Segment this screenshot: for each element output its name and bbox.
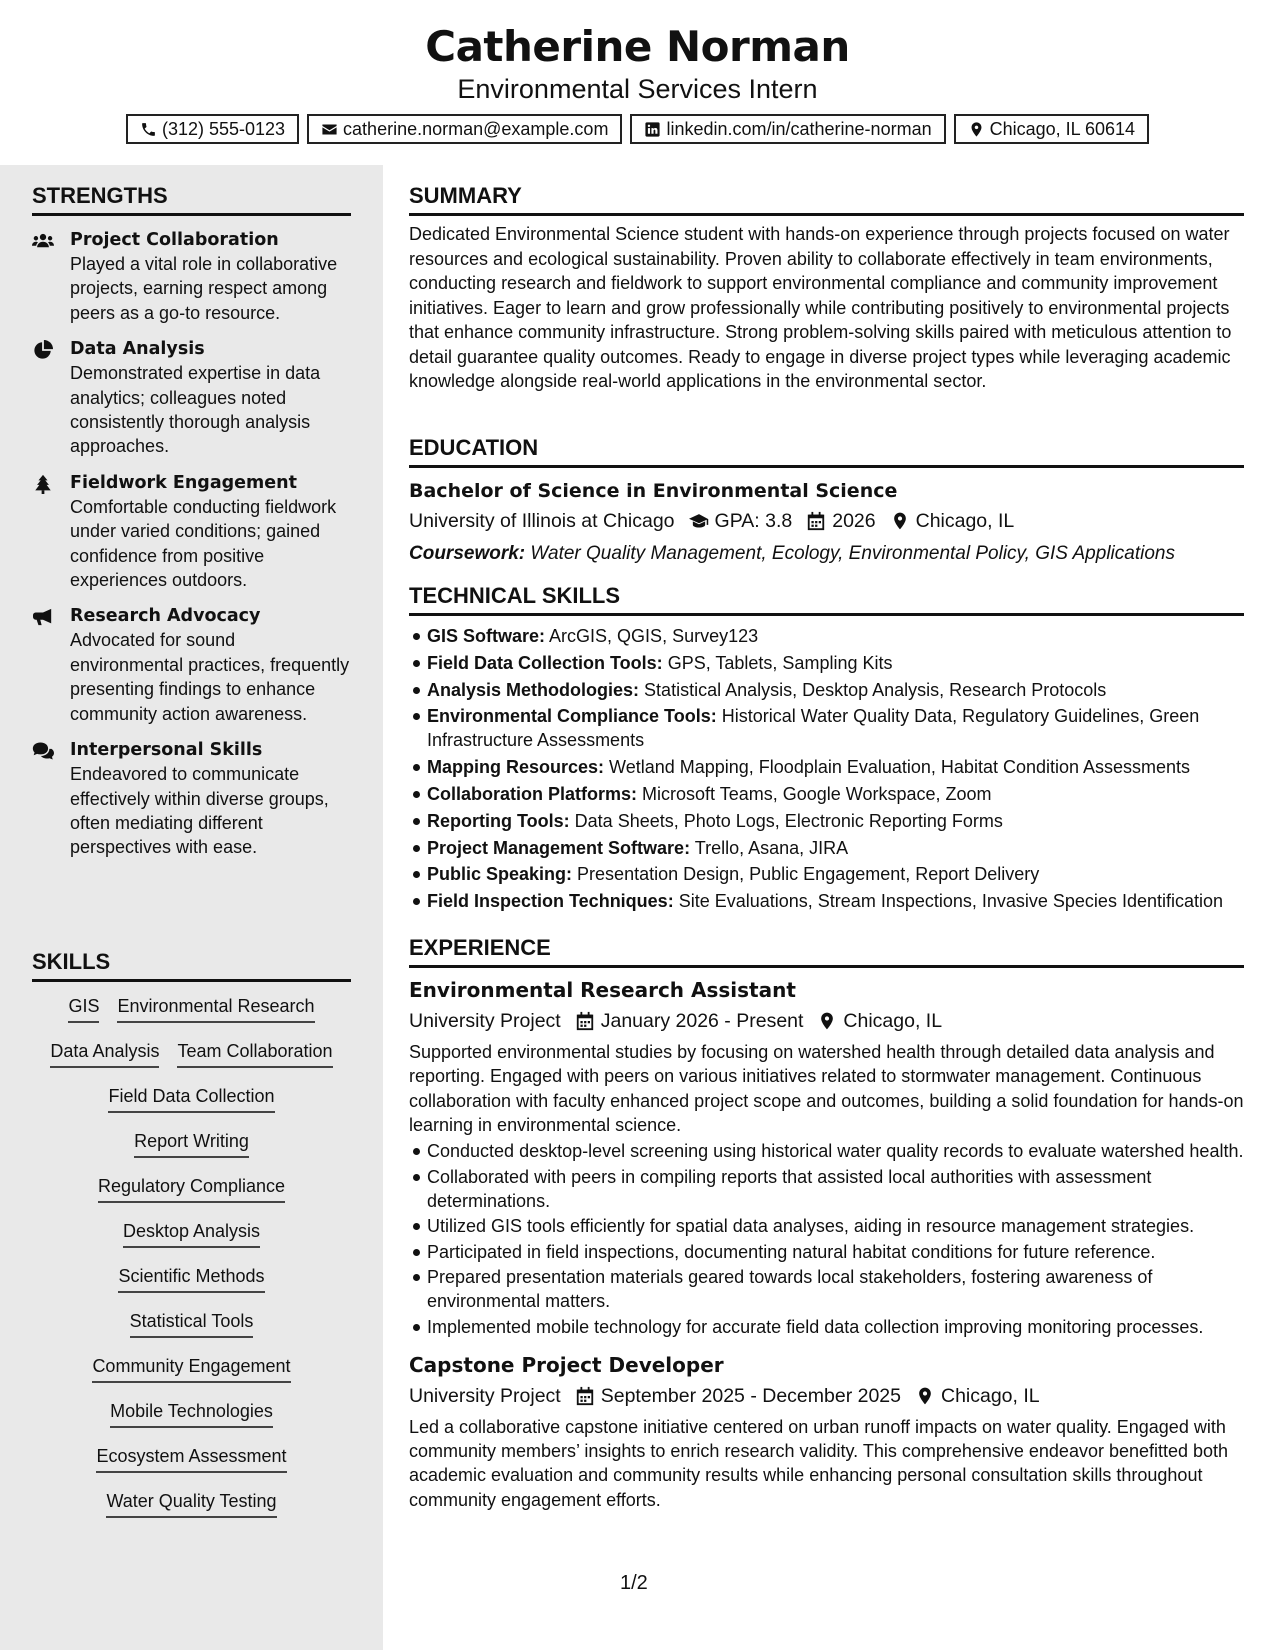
coursework-list: Water Quality Management, Ecology, Environmental Policy, GIS Applications <box>530 543 1175 564</box>
strength-item <box>32 337 351 459</box>
calendar-icon <box>575 1011 595 1031</box>
skill-value: Historical Water Quality Data, Regulatory Guidelines, Green Infrastructure Assessments <box>427 706 1200 751</box>
map-pin-icon <box>890 511 910 531</box>
skill-tag: Report Writing <box>134 1129 249 1158</box>
skill-label: Environmental Compliance Tools: <box>427 706 717 727</box>
strength-title: Interpersonal Skills <box>70 740 263 761</box>
strength-title: Data Analysis <box>70 339 205 360</box>
contact-bar <box>0 114 1275 144</box>
page-number: 1/2 <box>620 1572 648 1594</box>
skill-value: Trello, Asana, JIRA <box>694 837 849 858</box>
skill-label: GIS Software: <box>427 626 546 646</box>
candidate-title: Environmental Services Intern <box>457 74 818 104</box>
graduation-year: 2026 <box>832 510 876 532</box>
list-item <box>409 651 1244 675</box>
skill-tag: Field Data Collection <box>108 1084 274 1113</box>
skill-tags <box>32 994 351 1534</box>
skill-value: Presentation Design, Public Engagement, Report Delivery <box>577 864 1040 885</box>
linkedin-icon <box>644 121 661 138</box>
skill-tag: Environmental Research <box>117 994 314 1023</box>
job-description: Led a collaborative capstone initiative centered on urban runoff impacts on water quality. Engaged with community members’ insights to enrich research validity. This comprehensive endeavor benefitted both academic evaluation and community results while enhancing personal consultation skills throughout community engagement efforts. <box>409 1416 1229 1510</box>
degree-title: Bachelor of Science in Environmental Science <box>409 480 898 502</box>
skill-label: Public Speaking: <box>427 864 573 885</box>
list-item <box>409 755 1244 779</box>
skill-tag: Mobile Technologies <box>110 1399 273 1428</box>
graduation-cap-icon <box>689 511 709 531</box>
education-location: Chicago, IL <box>915 510 1015 532</box>
skill-value: Microsoft Teams, Google Workspace, Zoom <box>642 783 992 804</box>
pie-chart-icon <box>32 340 54 360</box>
map-pin-icon <box>968 121 985 138</box>
comments-icon <box>32 741 54 761</box>
list-item <box>409 704 1244 752</box>
skill-label: Project Management Software: <box>427 837 691 858</box>
tree-icon <box>32 474 54 494</box>
skill-value: Site Evaluations, Stream Inspections, Invasive Species Identification <box>678 891 1224 912</box>
phone-icon <box>140 121 157 138</box>
contact-phone-text: (312) 555-0123 <box>161 118 286 139</box>
skill-tag: Team Collaboration <box>177 1039 332 1068</box>
sidebar <box>0 165 383 1650</box>
skill-label: Mapping Resources: <box>427 757 605 778</box>
coursework <box>409 540 1244 568</box>
strength-description: Comfortable conducting fieldwork under varied conditions; gained confidence from positive experiences outdoors. <box>70 496 337 591</box>
skill-tag: Regulatory Compliance <box>98 1174 285 1203</box>
list-item: Participated in field inspections, documenting natural habitat conditions for future reference. <box>409 1240 1244 1264</box>
list-item <box>409 782 1244 806</box>
job-description: Supported environmental studies by focusing on watershed health through detailed data analysis and reporting. Engaged with peers on various initiatives related to stormwater management. Continuous collaboration with faculty enhanced project scope and outcomes, building a solid foundation for hands-on learning in environmental science. <box>409 1042 1244 1136</box>
job-dates: September 2025 - December 2025 <box>600 1384 901 1407</box>
job-bullets <box>409 1139 1244 1339</box>
skill-value: Wetland Mapping, Floodplain Evaluation, Habitat Condition Assessments <box>609 757 1191 778</box>
list-item: Collaborated with peers in compiling reports that assisted local authorities with assessment determinations. <box>409 1165 1244 1213</box>
strength-item <box>32 228 351 325</box>
skill-tag: Data Analysis <box>50 1039 159 1068</box>
skill-label: Collaboration Platforms: <box>427 783 638 804</box>
strengths-heading: STRENGTHS <box>32 183 351 216</box>
calendar-icon <box>575 1386 595 1406</box>
strength-description: Advocated for sound environmental practices, frequently presenting findings to enhance community action awareness. <box>70 630 350 724</box>
calendar-icon <box>806 511 826 531</box>
technical-skills-heading: TECHNICAL SKILLS <box>409 583 1244 616</box>
strength-title: Fieldwork Engagement <box>70 472 297 493</box>
strength-description: Played a vital role in collaborative projects, earning respect among peers as a go-to resource. <box>70 254 338 323</box>
summary-section <box>409 183 1244 394</box>
skill-tag: Statistical Tools <box>130 1309 254 1338</box>
contact-linkedin[interactable] <box>630 114 945 144</box>
education-heading: EDUCATION <box>409 435 1244 468</box>
list-item <box>409 678 1244 702</box>
list-item: Utilized GIS tools efficiently for spatial data analyses, aiding in resource management strategies. <box>409 1214 1244 1238</box>
map-pin-icon <box>915 1386 935 1406</box>
strength-item <box>32 738 351 860</box>
candidate-name: Catherine Norman <box>425 22 850 71</box>
contact-email-text: catherine.norman@example.com <box>343 118 609 139</box>
job-location: Chicago, IL <box>843 1010 943 1032</box>
job-location: Chicago, IL <box>940 1384 1040 1407</box>
summary-heading: SUMMARY <box>409 183 1244 216</box>
skill-value: Data Sheets, Photo Logs, Electronic Reporting Forms <box>574 810 1003 831</box>
skills-heading: SKILLS <box>32 949 351 982</box>
strength-item <box>32 604 351 726</box>
contact-linkedin-text: linkedin.com/in/catherine-norman <box>666 118 932 139</box>
skill-tag: GIS <box>68 994 99 1023</box>
contact-location[interactable] <box>954 114 1149 144</box>
strength-description: Demonstrated expertise in data analytics; colleagues noted consistently thorough analysis approaches. <box>70 363 321 457</box>
technical-skills-section <box>409 583 1244 913</box>
contact-email[interactable] <box>307 114 622 144</box>
skill-label: Analysis Methodologies: <box>427 679 640 700</box>
main-content <box>383 165 1275 1650</box>
strength-title: Project Collaboration <box>70 230 279 250</box>
list-item: Implemented mobile technology for accurate field data collection improving monitoring processes. <box>409 1315 1244 1339</box>
strength-item <box>32 471 351 593</box>
job-entry <box>409 976 1244 1339</box>
strengths-section <box>32 183 351 860</box>
job-meta <box>409 1381 1244 1411</box>
education-section <box>409 435 1244 568</box>
skill-tag: Ecosystem Assessment <box>96 1444 286 1473</box>
list-item <box>409 836 1244 860</box>
skill-tag: Community Engagement <box>92 1354 290 1383</box>
skill-label: Field Data Collection Tools: <box>427 652 663 673</box>
list-item <box>409 809 1244 833</box>
skill-value: GPS, Tablets, Sampling Kits <box>667 652 893 673</box>
strength-title: Research Advocacy <box>70 606 261 627</box>
summary-text: Dedicated Environmental Science student with hands-on experience through projects focused on water resources and ecological sustainability. Proven ability to collaborate effectively in team environments, conducting research and fieldwork to support environmental compliance and community improvement initiatives. Eager to learn and grow professionally while contributing positively to environmental projects that enhance community infrastructure. Strong problem-solving skills paired with meticulous attention to detail guarantee quality outcomes. Ready to engage in diverse project types while leveraging academic knowledge alongside real-world applications in the environmental sector. <box>409 224 1232 391</box>
list-item <box>409 624 1244 648</box>
list-item <box>409 889 1244 913</box>
contact-location-text: Chicago, IL 60614 <box>989 118 1136 139</box>
users-icon <box>32 231 54 251</box>
skill-tag: Water Quality Testing <box>106 1489 276 1518</box>
skills-section <box>32 949 351 1534</box>
list-item: Conducted desktop-level screening using historical water quality records to evaluate watershed health. <box>409 1139 1244 1163</box>
skill-tag: Scientific Methods <box>118 1264 264 1293</box>
skill-label: Reporting Tools: <box>427 810 570 831</box>
resume-header <box>0 0 1275 165</box>
experience-heading: EXPERIENCE <box>409 935 1244 968</box>
coursework-label: Coursework: <box>409 543 526 564</box>
job-org: University Project <box>409 1384 561 1407</box>
job-dates: January 2026 - Present <box>600 1010 804 1032</box>
map-pin-icon <box>817 1011 837 1031</box>
skill-tag: Desktop Analysis <box>123 1219 260 1248</box>
experience-section <box>409 935 1244 1512</box>
gpa: GPA: 3.8 <box>714 510 793 532</box>
job-meta <box>409 1006 1244 1036</box>
list-item: Prepared presentation materials geared towards local stakeholders, fostering awareness of environmental matters. <box>409 1265 1244 1313</box>
list-item <box>409 862 1244 886</box>
job-org: University Project <box>409 1010 561 1032</box>
strength-description: Endeavored to communicate effectively within diverse groups, often mediating different perspectives with ease. <box>70 764 329 858</box>
job-title: Capstone Project Developer <box>409 1352 724 1377</box>
job-title: Environmental Research Assistant <box>409 978 796 1002</box>
skill-value: Statistical Analysis, Desktop Analysis, Research Protocols <box>644 679 1107 700</box>
education-meta <box>409 506 1244 536</box>
megaphone-icon <box>32 607 54 627</box>
school-name: University of Illinois at Chicago <box>409 510 675 532</box>
job-entry <box>409 1351 1244 1513</box>
technical-skills-list <box>409 624 1244 913</box>
envelope-icon <box>321 121 338 138</box>
skill-label: Field Inspection Techniques: <box>427 891 674 912</box>
contact-phone[interactable] <box>126 114 299 144</box>
skill-value: ArcGIS, QGIS, Survey123 <box>549 626 759 646</box>
